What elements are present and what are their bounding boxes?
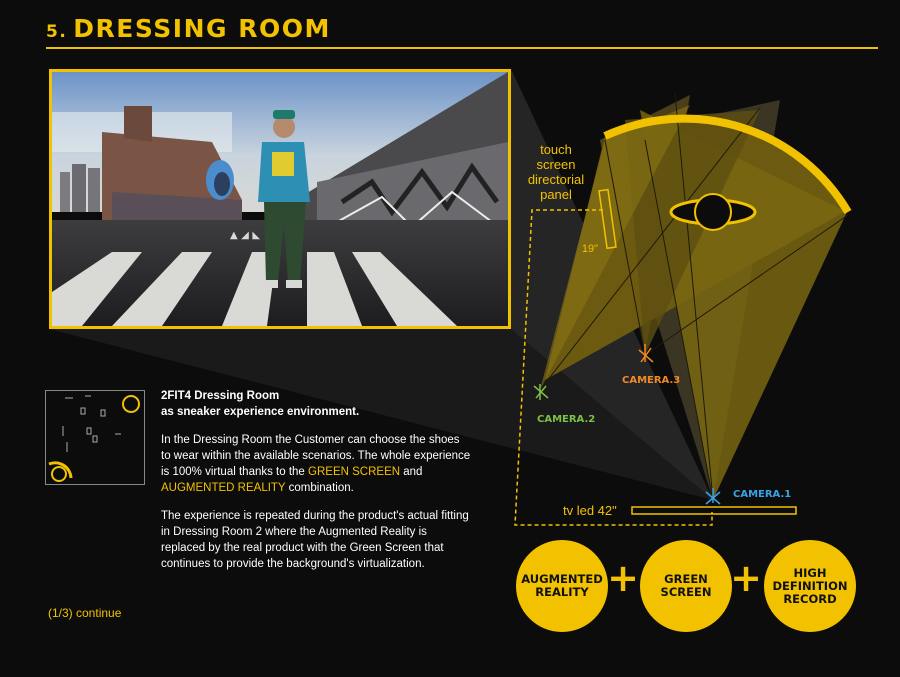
green-screen-badge: GREEN SCREEN xyxy=(640,540,732,632)
description-paragraph: In the Dressing Room the Customer can choose the shoes to wear within the available scenarios. The whole experience is 100% virtual thanks to the GREEN SCREEN and AUGMENTED REALITY combination. xyxy=(161,434,471,494)
highlight-augmented-reality: AUGMENTED REALITY xyxy=(161,482,286,494)
description-block xyxy=(161,388,471,584)
description-paragraph: The experience is repeated during the product's actual fitting in Dressing Room 2 where the Augmented Reality is replaced by the real product with the Green Screen that continues to provide the background's virtualization. xyxy=(161,510,469,570)
left-tower xyxy=(124,106,152,142)
tv-led xyxy=(632,507,796,514)
panel-label-line: screen xyxy=(536,157,576,172)
camera-3-label: CAMERA.3 xyxy=(622,375,681,386)
plus-sign: + xyxy=(607,556,639,600)
road-marking: ▲ ◢ ◣ xyxy=(230,230,261,241)
description-heading: 2FIT4 Dressing Room as sneaker experience environment. xyxy=(161,390,360,418)
camera-1-label: CAMERA.1 xyxy=(733,489,792,500)
floorplan-minimap xyxy=(45,390,145,485)
person-shirt-print xyxy=(272,152,294,176)
graffiti-face-shadow xyxy=(214,172,230,196)
scenario-photo xyxy=(49,69,511,329)
section-number: 5. xyxy=(46,22,68,42)
distant-building xyxy=(72,164,86,212)
panel-size-label: 19" xyxy=(581,243,598,255)
highlight-green-screen: GREEN SCREEN xyxy=(308,466,401,478)
panel-label-line: touch xyxy=(540,142,572,157)
augmented-reality-badge: AUGMENTED REALITY xyxy=(516,540,608,632)
high-definition-record-badge: HIGH DEFINITION RECORD xyxy=(764,540,856,632)
distant-building xyxy=(60,172,70,212)
person-shoe xyxy=(286,280,302,288)
person-head-icon xyxy=(695,194,731,230)
person-cap xyxy=(273,110,295,119)
plus-sign: + xyxy=(730,556,762,600)
continue-link[interactable]: (1/3) continue xyxy=(48,606,122,620)
panel-label-line: directorial xyxy=(527,172,585,187)
person-shoe xyxy=(262,280,278,288)
person-head xyxy=(273,116,295,138)
camera-2-label: CAMERA.2 xyxy=(537,414,596,425)
panel-label-line: panel xyxy=(540,187,572,202)
tv-label: tv led 42" xyxy=(563,503,617,518)
distant-building xyxy=(88,168,100,212)
section-title: DRESSING ROOM xyxy=(73,14,331,43)
